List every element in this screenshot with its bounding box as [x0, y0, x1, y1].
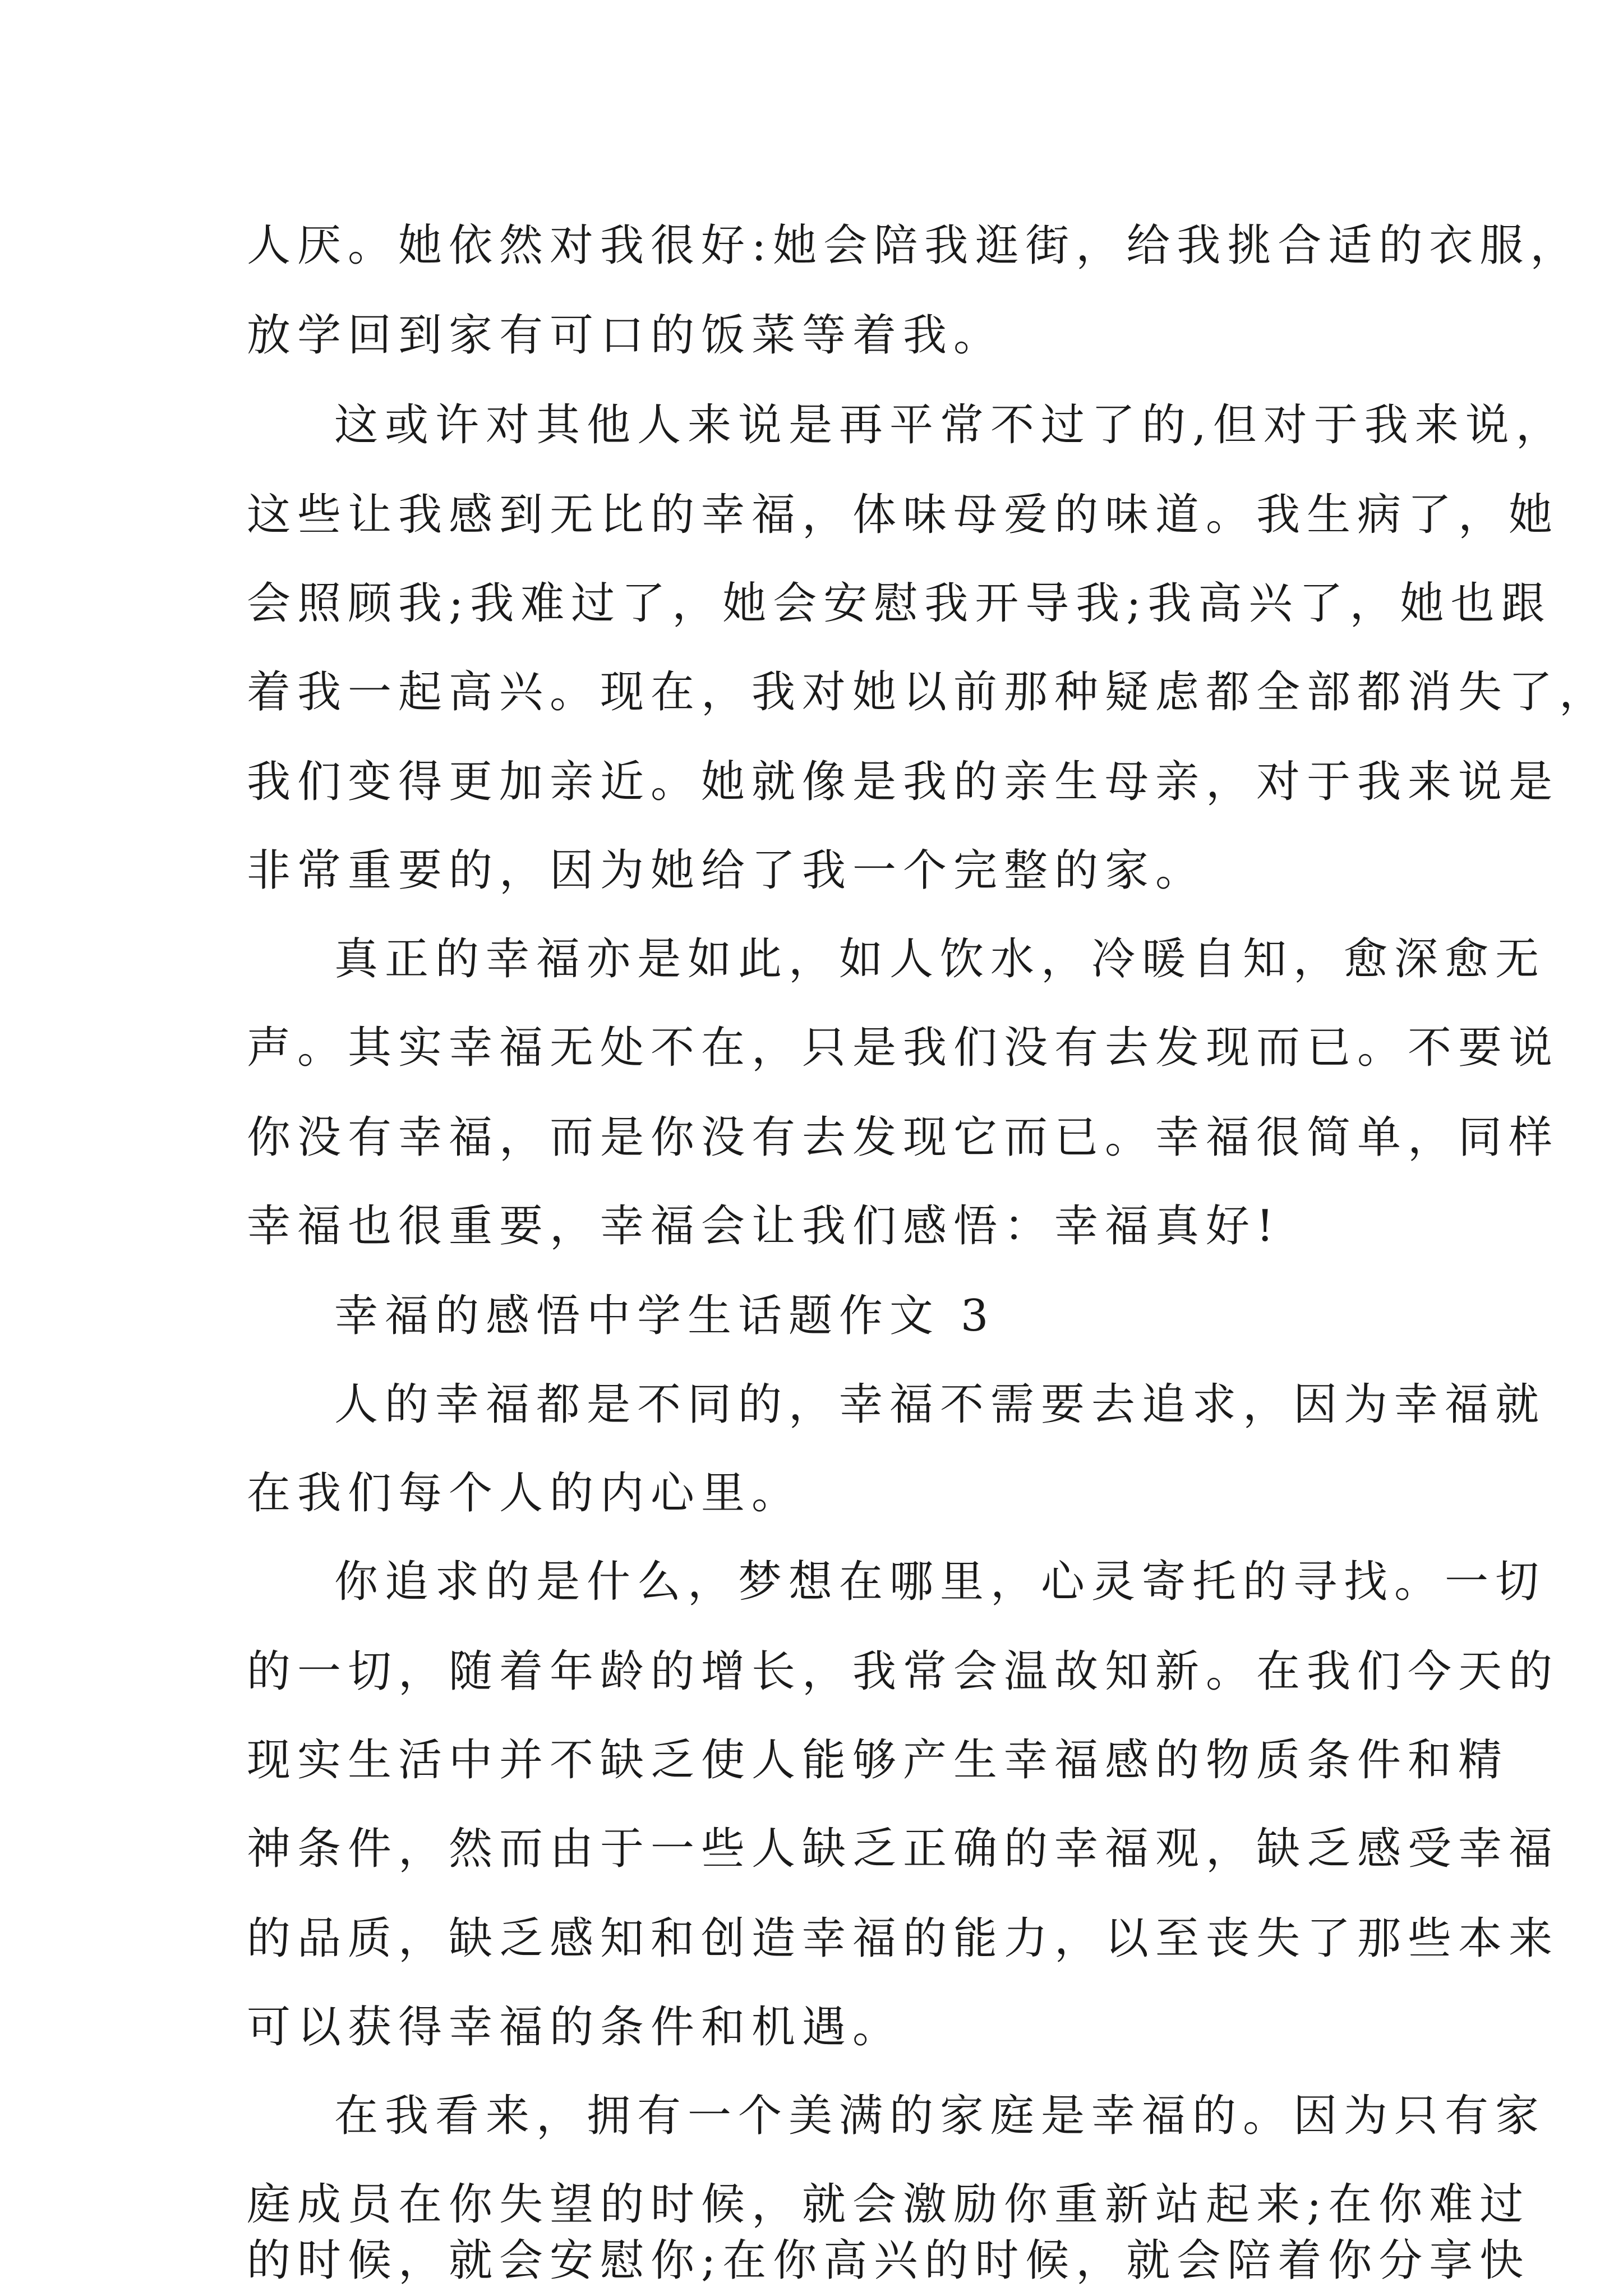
text-line: 可以获得幸福的条件和机遇。 — [247, 2002, 903, 2053]
text-line: 的品质，缺乏感知和创造幸福的能力，以至丧失了那些本来 — [247, 1913, 1560, 1964]
section-heading: 幸福的感悟中学生话题作文 3 — [334, 1291, 995, 1341]
text-line: 神条件，然而由于一些人缺乏正确的幸福观，缺乏感受幸福 — [247, 1824, 1560, 1874]
text-line: 会照顾我;我难过了，她会安慰我开导我;我高兴了，她也跟 — [247, 578, 1552, 629]
text-line: 这或许对其他人来说是再平常不过了的,但对于我来说， — [334, 400, 1566, 450]
text-line: 非常重要的，因为她给了我一个完整的家。 — [247, 845, 1206, 896]
text-line: 人厌。她依然对我很好:她会陪我逛街，给我挑合适的衣服， — [247, 220, 1581, 271]
text-line: 庭成员在你失望的时候，就会激励你重新站起来;在你难过 — [247, 2179, 1530, 2230]
text-line: 在我们每个人的内心里。 — [247, 1468, 803, 1519]
text-line: 你没有幸福，而是你没有去发现它而已。幸福很简单，同样 — [247, 1112, 1560, 1163]
text-line: 的时候，就会安慰你;在你高兴的时候，就会陪着你分享快 — [247, 2235, 1530, 2286]
text-line: 放学回到家有可口的饭菜等着我。 — [247, 310, 1004, 361]
text-line: 幸福也很重要，幸福会让我们感悟：幸福真好! — [247, 1201, 1281, 1251]
text-line: 现实生活中并不缺乏使人能够产生幸福感的物质条件和精 — [247, 1735, 1509, 1786]
text-line: 你追求的是什么，梦想在哪里，心灵寄托的寻找。一切 — [334, 1557, 1546, 1607]
text-line: 声。其实幸福无处不在，只是我们没有去发现而已。不要说 — [247, 1023, 1560, 1073]
text-line: 这些让我感到无比的幸福，体味母爱的味道。我生病了，她 — [247, 490, 1560, 540]
text-line: 在我看来，拥有一个美满的家庭是幸福的。因为只有家 — [334, 2091, 1546, 2141]
text-line: 人的幸福都是不同的，幸福不需要去追求，因为幸福就 — [334, 1379, 1546, 1430]
text-line: 着我一起高兴。现在，我对她以前那种疑虑都全部都消失了， — [247, 667, 1610, 717]
text-line: 真正的幸福亦是如此，如人饮水，冷暖自知，愈深愈无 — [334, 934, 1546, 984]
text-line: 的一切，随着年龄的增长，我常会温故知新。在我们今天的 — [247, 1646, 1560, 1697]
text-line: 我们变得更加亲近。她就像是我的亲生母亲，对于我来说是 — [247, 757, 1560, 807]
